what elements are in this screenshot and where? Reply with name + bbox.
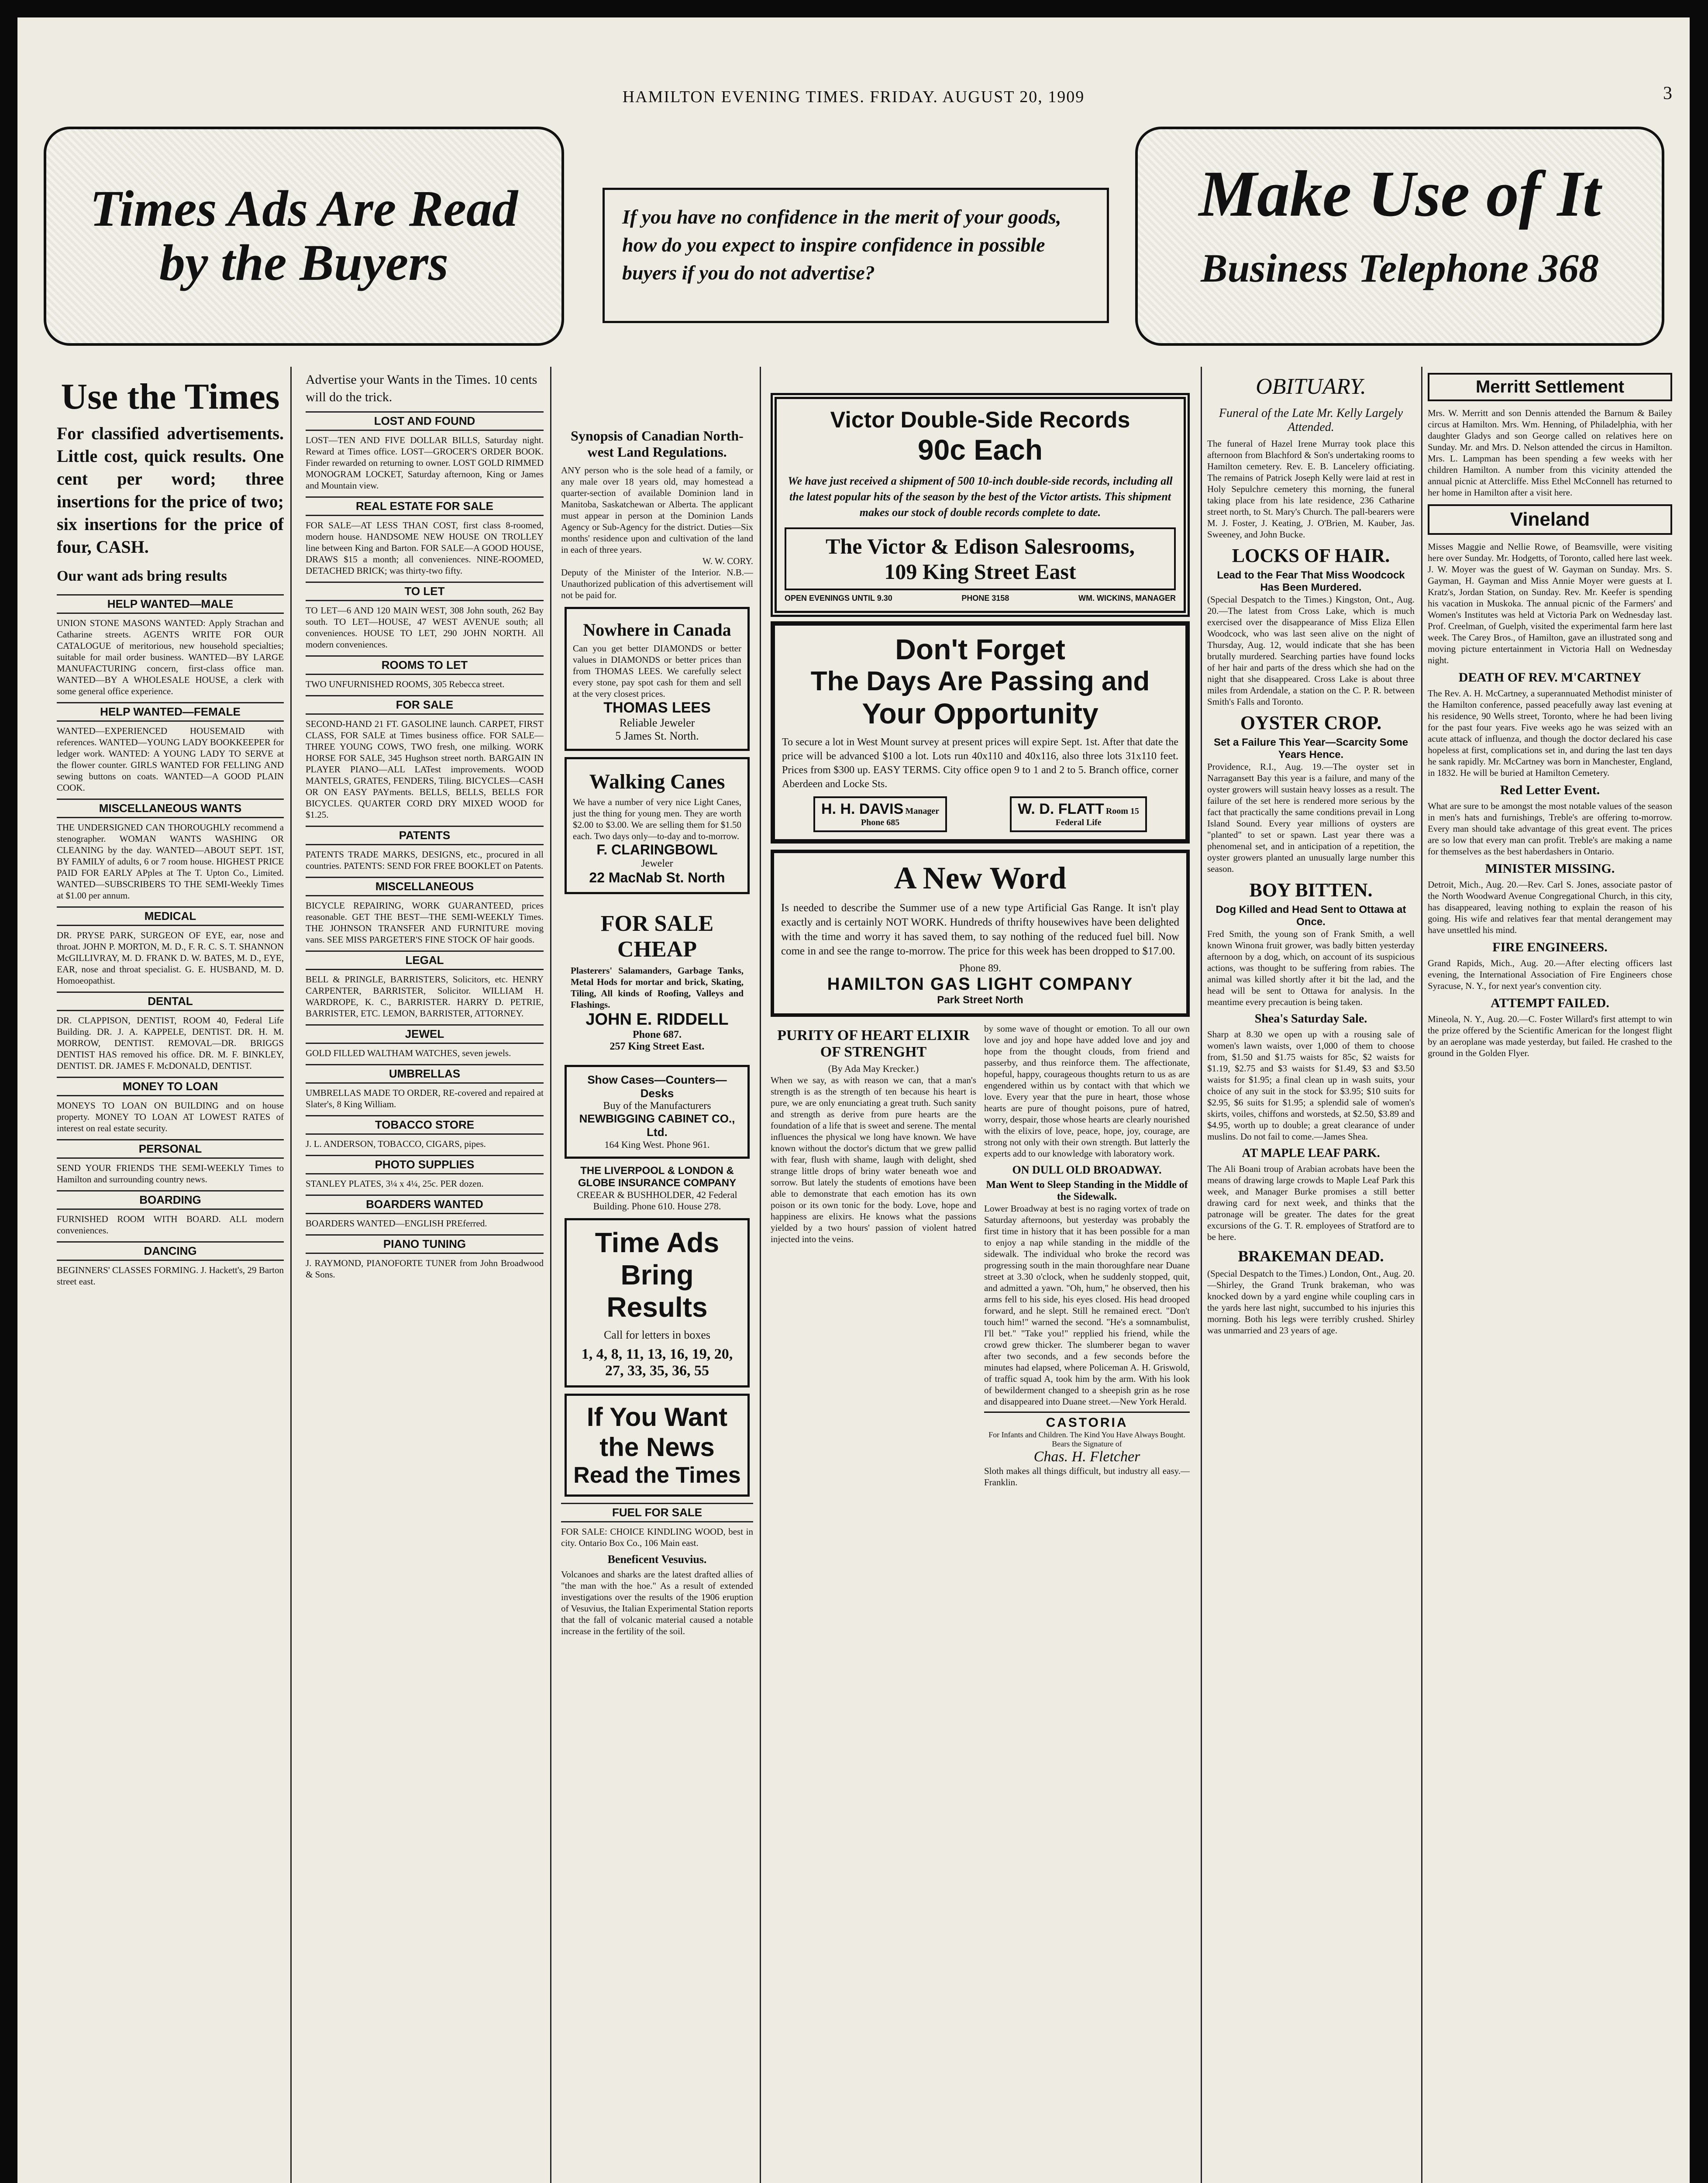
section-text: SECOND-HAND 21 FT. GASOLINE launch. CARPET, FIRST CLASS, FOR SALE at Times business office. FOR SALE—THREE YOUNG COWS, TWO fresh, one milking. WORK HORSE FOR SALE, 345 Hughson street north. BARGAIN IN PLAYER PIANO—ALL LATest improvements. WOOD MANTELS, GRATES, FENDERS, Tiling. BICYCLES—CASH OR ON EASY PAYments. BELLS, BELLS, BELLS FOR BICYCLES. QUARTER CORD DRY MIXED WOOD for $1.25.: [306, 719, 544, 820]
new-word-ad: [771, 850, 1190, 1017]
red-letter-title: Red Letter Event.: [1500, 783, 1600, 797]
new-word-title: A New Word: [894, 861, 1067, 895]
column-classified-1: [57, 367, 284, 2183]
banner-times-ads-text: Times Ads Are Read by the Buyers: [90, 180, 518, 291]
insurance-ad: [565, 1165, 749, 1212]
oyster-text: Providence, R.I., Aug. 19.—The oyster set in Narragansett Bay this year is a failure, and many of the oyster growers will sustain heavy losses as a result. The failure of the set here is rendered more serious by the fact that practically the same conditions prevail in Long Island Sound. Every year millions of oysters are "planted" to set or spawn. Last year there was a phenomenal set, and in anticipation of a repetition, the oyster growers planted an unusually large number this season.: [1207, 761, 1415, 874]
obit1-title: Funeral of the Late Mr. Kelly Largely Attended.: [1219, 406, 1403, 434]
section-heading: PATENTS: [306, 826, 544, 845]
broadway-sub: Man Went to Sleep Standing in the Middle of the Sidewalk.: [986, 1179, 1188, 1202]
read-times-box: [565, 1394, 750, 1497]
read-times-line2: the News: [599, 1432, 715, 1462]
time-ads-line1: Time Ads: [595, 1227, 720, 1258]
victor-store2: 109 King Street East: [884, 559, 1076, 584]
victor-store1: The Victor & Edison Salesrooms,: [826, 534, 1135, 558]
victor-text: We have just received a shipment of 500 10-inch double-side records, including all the latest popular hits of the season by the best of the Victor artists. This shipment makes our stock of double records complete to date.: [788, 475, 1173, 519]
brakeman-text: (Special Despatch to the Times.) London, Ont., Aug. 20.—Shirley, the Grand Trunk brakeman, who was knocked down by a yard engine while coupling cars in the yards here last night, succumbed to his injuries this morning. Both his legs were terribly crushed. Shirley was unmarried and 23 years of age.: [1207, 1268, 1415, 1336]
castoria-text: For Infants and Children. The Kind You Have Always Bought. Bears the Signature of: [988, 1430, 1185, 1448]
canes-ad: [565, 757, 750, 894]
vineland-text: Misses Maggie and Nellie Rowe, of Beamsville, were visiting here over Sunday. Mr. Hodgetts, of Toronto, called here last week. J. W. Moyer was the guest of W. Gayman on Sunday. Mrs. S. Gayman, H. Gayman and Miss Annie Moyer were guests at I. Kratz's, Jordan Station, on Sunday. Rev. Mr. Keefer is spending his vacation in Muskoka. The annual picnic of the Farmers' and Women's Institutes was held at Victoria Park on Wednesday last. Prof. Creelman, of Guelph, visited the experimental farm here last week. The Carey Bros., of Hamilton, gave an illustrated song and moving picture entertainment in Victoria Hall on Wednesday night.: [1428, 541, 1672, 665]
red-letter-text: What are sure to be amongst the most notable values of the season in men's hats and furnishings, Treble's are offering to-morrow. Every man should take advantage of this great event. The prices are so low that every man can profit. Treble's are making a name for themselves as the best haberdashers in Ontario.: [1428, 801, 1672, 857]
purity-text: When we say, as with reason we can, that a man's strength is as the strength of ten because his heart is pure, we are only enunciating a great truth. Such sanity and strength as derive from pure hearts are the foundation of a life that is sweet and serene. The mental influences the physical we long have known. We have known without the doctor's dictum that we grew pallid with fear, flush with shame, laugh with delight, shed strange little drops of briny water beneath woe and sorrow. But lately the students of emotions have been able to demonstrate that each emotion has its own poison or its own tonic for the body. Love, hope and happiness are elixirs. He knows what the passions yielded by a two hours' passion of violent hatred injected into the veins.: [771, 1075, 976, 1244]
time-ads-nums: 1, 4, 8, 11, 13, 16, 19, 20, 27, 33, 35, 36, 55: [581, 1346, 733, 1379]
read-times-line1: If You Want: [586, 1402, 728, 1432]
purity-continued: [984, 1023, 1190, 1488]
forget-line2: The Days Are Passing and: [810, 666, 1150, 696]
sale-title: Shea's Saturday Sale.: [1254, 1012, 1367, 1026]
purity-text2: by some wave of thought or emotion. To all our own love and joy and hope have added love and joy and hope from the thought clouds, from friend and passerby, and thus reinforce them. The affectionate, hopeful, happy, courageous thoughts return to us as are engendered within us by contact with that which we love. Every year that the pure in heart, those whose hearts are pure of thought poisons, pure of hatred, worry, despair, those whose hearts are clearly nourished with the elixirs of love, peace, hope, joy, courage, are strong not only with their own strength. But latterly the experts add to our knowledge with laboratory work.: [984, 1023, 1190, 1159]
section-text: BOARDERS WANTED—ENGLISH PREferred.: [306, 1218, 487, 1229]
new-word-text: Is needed to describe the Summer use of a new type Artificial Gas Range. It isn't play exactly and is certainly NOT WORK. Hundreds of thrifty housewives have been delighted with the time and worry it has saved them, to say nothing of the reduced fuel bill. Now come in and see the range to-morrow. The price for this week has been dropped to $17.00.: [781, 902, 1179, 957]
merritt-title: Merritt Settlement: [1428, 373, 1672, 401]
banner-times-ads: [44, 127, 564, 346]
section-heading: BOARDERS WANTED: [306, 1195, 544, 1214]
forsale-addr: 257 King Street East.: [610, 1041, 705, 1052]
section-text: FURNISHED ROOM WITH BOARD. ALL modern conveniences.: [57, 1214, 284, 1236]
forget-line1: Don't Forget: [895, 633, 1065, 665]
newspaper-page: [17, 17, 1690, 2183]
section-text: PATENTS TRADE MARKS, DESIGNS, etc., procured in all countries. PATENTS: SEND FOR FREE BOOKLET on Patents.: [306, 849, 544, 871]
time-ads-line2: Bring: [620, 1259, 694, 1291]
section-heading: LOST AND FOUND: [306, 411, 544, 431]
section-text: BELL & PRINGLE, BARRISTERS, Solicitors, etc. HENRY CARPENTER, BARRISTER, Solicitor. WILLIAM H. WARDROPE, K. C., BARRISTER. HARRY D. PETRIE, BARRISTER, ETC. LEMON, BARRISTER, ATTORNEY.: [306, 974, 544, 1019]
victor-foot-left: OPEN EVENINGS UNTIL 9.30: [785, 594, 892, 603]
victor-foot-mid: PHONE 3158: [961, 594, 1009, 603]
masthead: HAMILTON EVENING TIMES. FRIDAY. AUGUST 20, 1909: [622, 88, 1085, 106]
section-heading: PERSONAL: [57, 1139, 284, 1159]
showcase-ad: [565, 1065, 750, 1159]
column-ads-3: [561, 367, 753, 2183]
franklin-quote: Sloth makes all things difficult, but industry all easy.—Franklin.: [984, 1466, 1190, 1487]
fuel-text: FOR SALE: CHOICE KINDLING WOOD, best in city. Ontario Box Co., 106 Main east.: [561, 1526, 753, 1548]
victor-title2: 90c Each: [917, 434, 1043, 466]
forget-left-role: Manager: [905, 806, 940, 816]
section-heading: TOBACCO STORE: [306, 1115, 544, 1135]
park-text: The Ali Boani troup of Arabian acrobats have been the means of drawing large crowds to Maple Leaf Park this week, and Manager Burke promises a still better drawing card for next week, and thinks that the patronage will be greater. The dates for the great excursions of the G. T. R. employees of Stratford are to be here.: [1207, 1164, 1415, 1242]
section-text: DR. PRYSE PARK, SURGEON OF EYE, ear, nose and throat. JOHN P. MORTON, M. D., F. R. C. S. T. SHANNON McGILLIVRAY, M. D. FRANK D. W. BATES, M. D., EYE, EAR, nose and throat specialist. G. E. HUSBAND, M. D. Homoeopathist.: [57, 930, 284, 986]
victor-ad: [771, 393, 1190, 617]
showcase-addr: 164 King West. Phone 961.: [604, 1139, 710, 1150]
forget-right: [1010, 796, 1147, 832]
section-heading: JEWEL: [306, 1024, 544, 1044]
broadway-title: ON DULL OLD BROADWAY.: [1012, 1164, 1162, 1176]
section-text: BICYCLE REPAIRING, WORK GUARANTEED, prices reasonable. GET THE BEST—THE SEMI-WEEKLY Times. THE JOHNSON TRANSFER AND FURNITURE moving vans. SEE MISS PARGETER'S FINE STOCK OF hair goods.: [306, 900, 544, 945]
boy-text: Fred Smith, the young son of Frank Smith, a well known Winona fruit grower, was badly bitten yesterday afternoon by a dog, which, on account of its suspicious actions, was thought to be suffering from rabies. The animal was killed shortly after it bit the lad, and the head will be sent to Ottawa for analysis. In the meantime every precaution is being taken.: [1207, 929, 1415, 1007]
forget-right-name: W. D. FLATT: [1018, 801, 1104, 817]
banner-telephone-line1: Make Use of It: [1198, 158, 1601, 230]
fuel-heading: FUEL FOR SALE: [561, 1503, 753, 1522]
canes-addr: 22 MacNab St. North: [589, 870, 725, 885]
time-ads-sub: Call for letters in boxes: [603, 1329, 711, 1341]
purity-byline: (By Ada May Krecker.): [828, 1063, 919, 1074]
forget-left-name: H. H. DAVIS: [821, 801, 904, 817]
banner-confidence: [603, 188, 1109, 323]
new-word-phone: Phone 89.: [959, 963, 1001, 974]
section-text: BEGINNERS' CLASSES FORMING. J. Hackett's, 29 Barton street east.: [57, 1265, 284, 1287]
forget-left: [813, 796, 947, 832]
section-text: DR. CLAPPISON, DENTIST, ROOM 40, Federal Life Building. DR. J. A. KAPPELE, DENTIST. DR. H. M. MORROW, DENTIST. REMOVAL—DR. BRIGGS DENTIST HAS removed his office. DR. M. F. BINKLEY, DENTIST. DR. JAMES F. McDONALD, DENTIST.: [57, 1015, 284, 1071]
read-times-line3: Read the Times: [573, 1463, 741, 1488]
attempt-title: ATTEMPT FAILED.: [1491, 996, 1609, 1010]
banner-telephone-line2: Business Telephone 368: [1201, 246, 1599, 290]
forsale-phone: Phone 687.: [632, 1029, 682, 1040]
purity-article: [771, 1023, 976, 1488]
canes-sub: Jeweler: [641, 858, 673, 869]
locks-title: LOCKS OF HAIR.: [1232, 545, 1390, 566]
section-text: TWO UNFURNISHED ROOMS, 305 Rebecca street.: [306, 679, 505, 689]
merritt-text: Mrs. W. Merritt and son Dennis attended the Barnum & Bailey circus at Hamilton. Mrs. Wm. Henning, of Philadelphia, with her daughter Gladys and son George called on relatives here on Sunday. Mr. and Mrs. D. Nelson attended the circus in Hamilton. Mrs. L. Lampman has been spending a few weeks with her children Hamilton. A number from this vicinity attended the annual picnic at Attercliffe. Miss Ethel McConnell has returned to her home in Hamilton after a visit here.: [1428, 408, 1672, 498]
banner-confidence-text: If you have no confidence in the merit of your goods, how do you expect to inspire confidence in possible buyers if you do not advertise?: [622, 206, 1061, 284]
section-text: SEND YOUR FRIENDS THE SEMI-WEEKLY Times to Hamilton and surrounding country news.: [57, 1163, 284, 1184]
purity-title: PURITY OF HEART ELIXIR OF STRENGHT: [777, 1027, 970, 1060]
new-word-company: HAMILTON GAS LIGHT COMPANY: [827, 974, 1133, 994]
boy-title: BOY BITTEN.: [1249, 879, 1373, 901]
column-news-6: [1207, 367, 1415, 2183]
brakeman-title: BRAKEMAN DEAD.: [1238, 1247, 1384, 1265]
obit1-text: The funeral of Hazel Irene Murray took place this afternoon from Blachford & Son's undertaking rooms to Hamilton cemetery. Rev. E. B. Lancelery officiating. The remains of Patrick Joseph Kelly were laid at rest in Holy Sepulchre cemetery this morning, the funeral taking place from his late residence, 236 Catharine street north, to St. Mary's Church. The pall-bearers were M. J. Foster, J. Keating, J. O'Brien, M. Kauber, Jas. Sweeney, and John Bucke.: [1207, 438, 1415, 540]
victor-footer: [785, 594, 1176, 603]
time-ads-line3: Results: [606, 1291, 708, 1323]
use-the-times-tagline: Our want ads bring results: [57, 568, 227, 584]
forsale-title: FOR SALE CHEAP: [600, 911, 714, 962]
classified-sections-2: [306, 411, 544, 1280]
forget-left-phone: Phone 685: [861, 818, 900, 827]
section-heading: ROOMS TO LET: [306, 655, 544, 675]
column-classified-2: [306, 367, 544, 2183]
section-text: UMBRELLAS MADE TO ORDER, RE-covered and repaired at Slater's, 8 King William.: [306, 1088, 544, 1109]
use-the-times-body: For classified advertisements. Little cost, quick results. One cent per word; three insertions for the price of two; six insertions for the price of four, CASH.: [57, 424, 284, 557]
insurance-title: THE LIVERPOOL & LONDON & GLOBE INSURANCE COMPANY: [578, 1165, 737, 1189]
broadway-text: Lower Broadway at best is no raging vortex of trade on Saturday afternoons, but yesterday was probably the first time in history that it has been possible for a man to enjoy a nap while standing in the middle of the sidewalk. The individual who broke the record was progressing south in the main thoroughfare near Duane street at 3.30 o'clock, when he suddenly stopped, quit, and admitted a yawn. "Oh, hum," he observed, then his arms fell to his side, his eyes closed. His head drooped forward, and he slept. Still he remained erect. "Don't touch him!" warned the second. "He's a somnambulist, I'll bet." "Take you!" repplied his friend, while the crowd grew thicker. The slumberer began to waver after two seconds, and a few seconds before the minutes had elapsed, where Policeman A. H. Griswold, of traffic squad A, took him by the arm. With his look of bewilderment changed to a sheepish grin as he rose and disappeared into Duane street.—New York Herald.: [984, 1203, 1190, 1407]
section-text: STANLEY PLATES, 3¼ x 4¼, 25c. PER dozen.: [306, 1178, 484, 1189]
section-heading: BOARDING: [57, 1190, 284, 1210]
diamonds-name: THOMAS LEES: [603, 699, 711, 716]
section-heading: PHOTO SUPPLIES: [306, 1155, 544, 1174]
column-news-7: [1428, 367, 1672, 2183]
column-display-ads: [766, 367, 1194, 2183]
section-heading: DANCING: [57, 1241, 284, 1261]
forget-right-role: Room 15: [1105, 806, 1139, 816]
forsale-name: JOHN E. RIDDELL: [585, 1010, 729, 1029]
section-text: FOR SALE—AT LESS THAN COST, first class 8-roomed, modern house. HANDSOME NEW HOUSE ON TROLLEY line between King and Barton. FOR SALE—A GOOD HOUSE, DRAWS $15 a month; all conveniences. NINE-ROOMED, DETACHED BRICK; was thirty-two fifty.: [306, 520, 544, 576]
use-the-times-title: Use the Times: [61, 376, 280, 417]
section-text: THE UNDERSIGNED CAN THOROUGHLY recommend a stenographer. WOMAN WANTS WASHING OR CLEANING by the day. WANTED—ABOUT SEPT. 1ST, BY FAMILY of adults, 6 or 7 room house. HIGHEST PRICE PAID FOR EARLY APples at The T. Upton Co., Limited. WANTED—SUBSCRIBERS TO THE SEMI-Weekly Times at $1.00 per annum.: [57, 822, 284, 901]
section-heading: LEGAL: [306, 950, 544, 970]
canes-text: We have a number of very nice Light Canes, just the thing for young men. They are worth $2.00 to $3.00. We are selling them for $1.50 each. Two days only—to-day and to-morrow.: [573, 797, 741, 841]
minister-text: Detroit, Mich., Aug. 20.—Rev. Carl S. Jones, associate pastor of the North Woodward Avenue Congregational Church, in this city, has disappeared, leaving nothing to explain the reason of his going. His wife and relatives fear that mental derangement may have unsettled his mind.: [1428, 879, 1672, 935]
section-text: TO LET—6 AND 120 MAIN WEST, 308 John south, 262 Bay south. TO LET—HOUSE, 47 WEST AVENUE south; all conveniences. HOUSE TO LET, 290 JOHN NORTH. All modern conveniences.: [306, 605, 544, 650]
forget-ad: [771, 621, 1190, 844]
fire-text: Grand Rapids, Mich., Aug. 20.—After electing officers last evening, the International Association of Fire Engineers chose Syracuse, N. Y., for next year's convention city.: [1428, 958, 1672, 991]
diamonds-sub: Reliable Jeweler: [619, 716, 695, 729]
victor-title1: Victor Double-Side Records: [830, 407, 1130, 433]
vesuvius-text: Volcanoes and sharks are the latest drafted allies of "the man with the hoe." As a result of extended investigations over the results of the 1906 eruption of Vesuvius, the Italian Experimental Station reports that the fall of volcanic material caused a notable increase in the fertility of the soil.: [561, 1569, 753, 1636]
death-title: DEATH OF REV. M'CARTNEY: [1458, 670, 1642, 685]
boy-sub: Dog Killed and Head Sent to Ottawa at Once.: [1216, 904, 1406, 928]
section-heading: MISCELLANEOUS WANTS: [57, 799, 284, 818]
canes-title: Walking Canes: [589, 770, 725, 793]
sale-text: Sharp at 8.30 we open up with a rousing sale of women's lawn waists, over 1,000 of them to choose from, $1.50 and $1.75 waists for 85c, $2 waists for $1.19, $2.75 and $3 waists for $1.49, $3 and $3.50 waists for $1.95; a final clean up in wash suits, your choice of any suit in the stock for $3.95; $10 suits for $2.95, $6 suits for $1.95; a splendid sale of women's skirts, voiles, chiffons and worsteds, at $2.50, $3.89 and $4.95, worth up to double; a great clearance of under muslins. Do not fail to come.—James Shea.: [1207, 1029, 1415, 1142]
synopsis-text: ANY person who is the sole head of a family, or any male over 18 years old, may homestead a quarter-section of available Dominion land in Manitoba, Saskatchewan or Alberta. The applicant must appear in person at the Dominion Lands Agency or Sub-Agency for the district. Duties—Six months' residence upon and cultivation of the land in each of three years.: [561, 465, 753, 555]
section-heading: HELP WANTED—MALE: [57, 594, 284, 614]
synopsis-sign: W. W. CORY.: [702, 556, 753, 566]
oyster-title: OYSTER CROP.: [1240, 712, 1382, 733]
section-heading: PIANO TUNING: [306, 1234, 544, 1254]
advertise-intro: Advertise your Wants in the Times. 10 cents will do the trick.: [306, 372, 537, 404]
death-text: The Rev. A. H. McCartney, a superannuated Methodist minister of the Hamilton conference, passed peacefully away last evening at his residence, 90 Wells street, Toronto, where he had been living for the past four years. Five weeks ago he was seized with an acute attack of influenza, and though the doctor declared his case hopeless at first, complications set in, and during the last ten days he sank rapidly. Mr. McCartney was born in Manchester, England, in 1832. He will be buried at Hamilton Cemetery.: [1428, 688, 1672, 778]
section-heading: UMBRELLAS: [306, 1064, 544, 1084]
insurance-text: CREEAR & BUSHHOLDER, 42 Federal Building. Phone 610. House 278.: [577, 1189, 737, 1212]
victor-store: [785, 527, 1176, 590]
section-heading: TO LET: [306, 582, 544, 601]
vesuvius-title: Beneficent Vesuvius.: [607, 1553, 707, 1566]
section-text: LOST—TEN AND FIVE DOLLAR BILLS, Saturday night. Reward at Times office. LOST—GROCER'S ORDER BOOK. Finder rewarded on returning to owner. LOST GOLD RIMMED MONOGRAM LOCKET, Saturday afternoon, King or James and Mountain view.: [306, 435, 544, 491]
showcase-name: NEWBIGGING CABINET CO., Ltd.: [579, 1112, 735, 1139]
section-text: J. RAYMOND, PIANOFORTE TUNER from John Broadwood & Sons.: [306, 1258, 544, 1280]
castoria-ad: [984, 1412, 1190, 1465]
articles-two-col: [771, 1023, 1190, 1488]
victor-foot-right: WM. WICKINS, MANAGER: [1078, 594, 1176, 603]
synopsis-title: Synopsis of Canadian North-west Land Regulations.: [571, 428, 744, 460]
showcase-title: Show Cases—Counters—Desks: [587, 1073, 727, 1100]
section-text: MONEYS TO LOAN ON BUILDING and on house property. MONEY TO LOAN AT LOWEST RATES of interest on real estate security.: [57, 1100, 284, 1133]
section-heading: HELP WANTED—FEMALE: [57, 702, 284, 722]
forsale-ad: [565, 900, 750, 1059]
locks-sub: Lead to the Fear That Miss Woodcock Has Been Murdered.: [1217, 569, 1405, 593]
section-text: J. L. ANDERSON, TOBACCO, CIGARS, pipes.: [306, 1139, 486, 1149]
section-text: WANTED—EXPERIENCED HOUSEMAID with references. WANTED—YOUNG LADY BOOKKEEPER for ledger work. WANTED: A YOUNG LADY TO SERVE at the flower counter. GIRLS WANTED FOR FELLING AND sewing buttons on coats. WANTED—A GOOD PLAIN COOK.: [57, 726, 284, 793]
diamonds-title: Nowhere in Canada: [583, 620, 731, 640]
forget-right-loc: Federal Life: [1055, 818, 1102, 827]
classified-sections-1: [57, 594, 284, 1287]
castoria-title: CASTORIA: [1046, 1415, 1128, 1430]
diamonds-ad: [565, 607, 750, 751]
section-heading: DENTAL: [57, 992, 284, 1011]
forsale-text: Plasterers' Salamanders, Garbage Tanks, Metal Hods for mortar and brick, Skating, Tiling, All kinds of Roofing, Valleys and Flashings.: [571, 965, 744, 1010]
section-heading: REAL ESTATE FOR SALE: [306, 496, 544, 516]
locks-text: (Special Despatch to the Times.) Kingston, Ont., Aug. 20.—The latest from Cross Lake, which is much exercised over the disappearance of Miss Eliza Ellen Woodcock, who was last seen alive on the night of Thursday, Aug. 12, would indicate that she has been brutally murdered. Searching parties have found locks of her hair and parts of the dress which she had on the night that she disappeared. Cross Lake is about three miles from Ardendale, a station on the C. P. R. between Smith's Falls and Toronto.: [1207, 594, 1415, 707]
diamonds-text: Can you get better DIAMONDS or better values in DIAMONDS or better prices than from THOMAS LEES. We carefully select every stone, pay spot cash for them and sell at the very closest prices.: [573, 643, 741, 699]
section-text: GOLD FILLED WALTHAM WATCHES, seven jewels.: [306, 1048, 511, 1058]
section-heading: MONEY TO LOAN: [57, 1077, 284, 1096]
section-heading: MISCELLANEOUS: [306, 877, 544, 896]
banner-telephone: [1135, 127, 1664, 346]
page-number: 3: [1663, 83, 1672, 103]
obituary-heading: OBITUARY.: [1256, 374, 1366, 399]
synopsis-sign2: Deputy of the Minister of the Interior. N.B.—Unauthorized publication of this advertisement will not be paid for.: [561, 567, 753, 600]
time-ads-box: [565, 1218, 750, 1388]
fire-title: FIRE ENGINEERS.: [1492, 940, 1608, 954]
showcase-text: Buy of the Manufacturers: [603, 1100, 711, 1112]
vineland-title: Vineland: [1428, 504, 1672, 535]
section-text: UNION STONE MASONS WANTED: Apply Strachan and Catharine streets. AGENTS WRITE FOR OUR CATALOGUE of meritorious, new household specialties; suitable for mail order business. WANTED—BY LARGE MANUFACTURING concern, first-class office man. WANTED—BY A WHOLESALE HOUSE, a clerk with some general office experience.: [57, 618, 284, 696]
forget-line3: Your Opportunity: [862, 697, 1098, 730]
forget-signs: [782, 796, 1178, 832]
section-heading: FOR SALE: [306, 695, 544, 715]
canes-name: F. CLARINGBOWL: [596, 842, 718, 857]
diamonds-addr: 5 James St. North.: [615, 730, 699, 742]
section-heading: MEDICAL: [57, 906, 284, 926]
oyster-sub: Set a Failure This Year—Scarcity Some Years Hence.: [1213, 737, 1408, 761]
minister-title: MINISTER MISSING.: [1485, 861, 1615, 876]
forget-text: To secure a lot in West Mount survey at present prices will expire Sept. 1st. After that date the price will be advanced $100 a lot. Lots run 40x110 and 40x116, also three lots 31x110 feet. Prices from $300 up. EASY TERMS. City office open 9 to 1 and 2 to 5. Branch office, corner Aberdeen and Locke Sts.: [782, 737, 1178, 790]
park-title: AT MAPLE LEAF PARK.: [1242, 1147, 1380, 1160]
castoria-sig: Chas. H. Fletcher: [1033, 1449, 1140, 1465]
new-word-addr: Park Street North: [937, 994, 1023, 1006]
attempt-text: Mineola, N. Y., Aug. 20.—C. Foster Willard's first attempt to win the prize offered by the Scientific American for the longest flight by an aeroplane was made yesterday, but failed. He crashed to the ground in the Golden Flyer.: [1428, 1014, 1672, 1058]
